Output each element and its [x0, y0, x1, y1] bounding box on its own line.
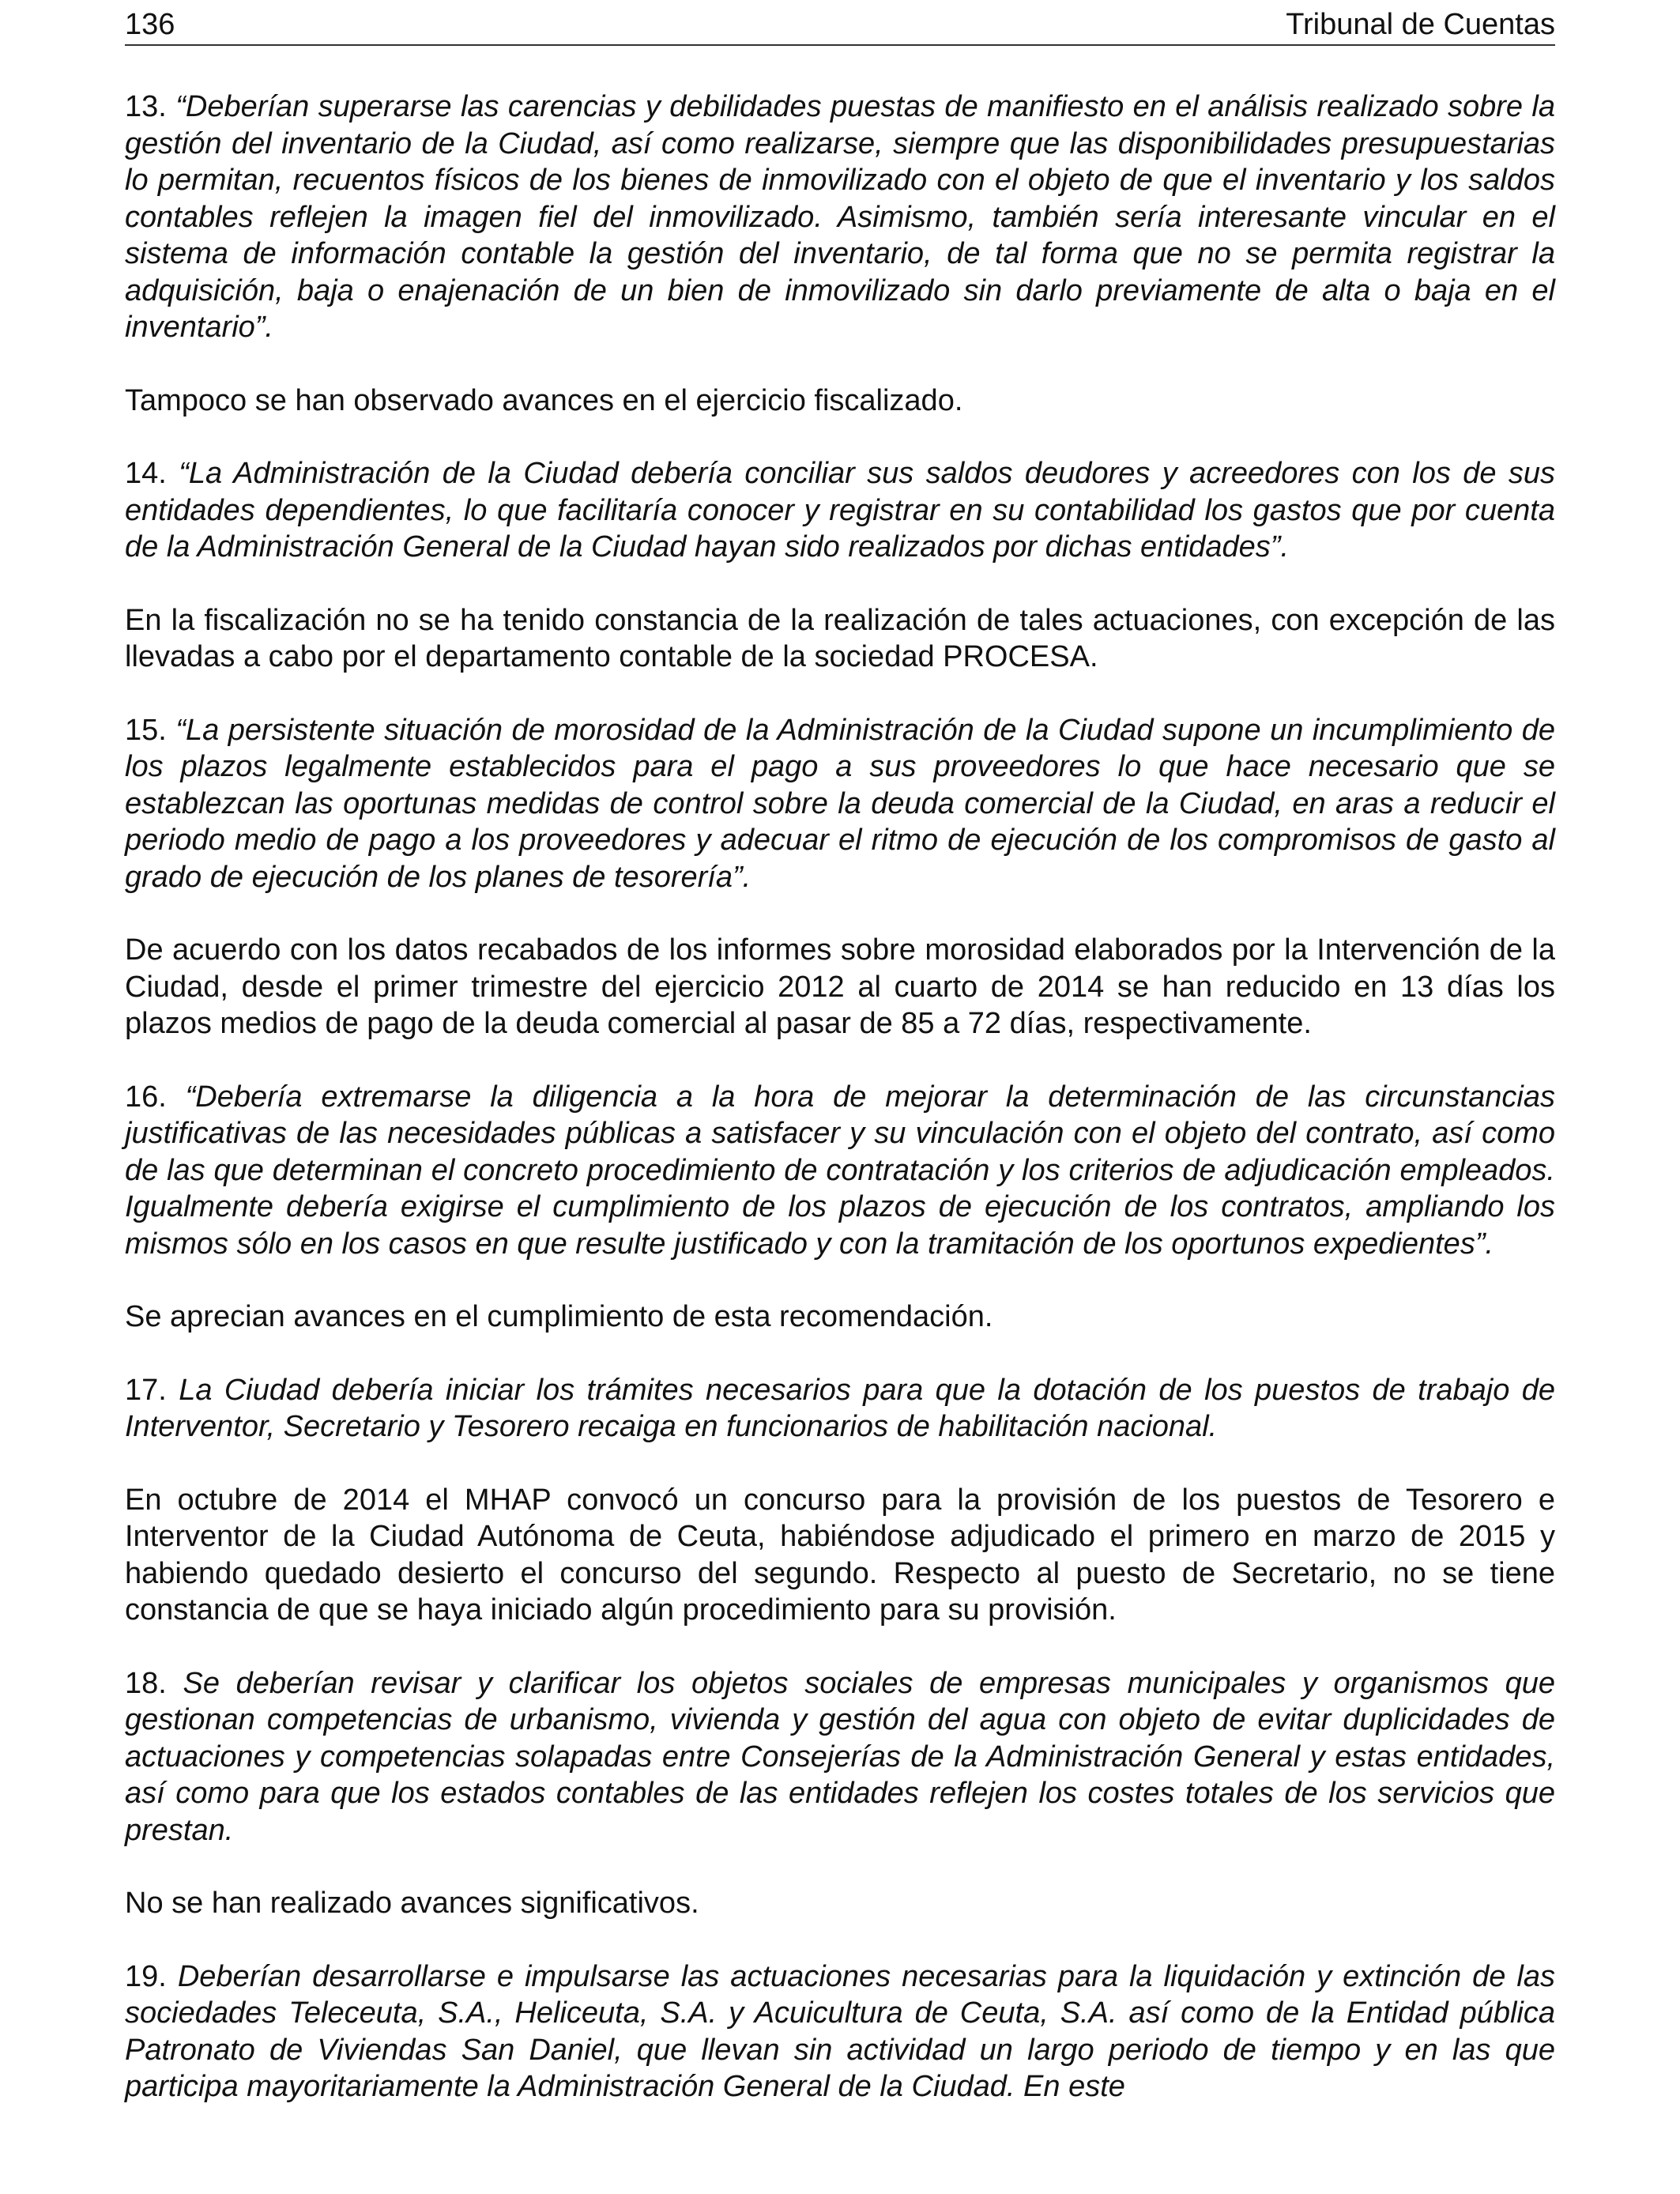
recommendation-19 — [125, 1958, 1555, 2105]
recommendation-13 — [125, 89, 1555, 346]
recommendation-number: 18. — [125, 1666, 167, 1700]
recommendation-number: 15. — [125, 713, 167, 747]
assessment-18: No se han realizado avances significativos. — [125, 1887, 699, 1920]
assessment-13: Tampoco se han observado avances en el ejercicio fiscalizado. — [125, 383, 963, 417]
recommendation-14 — [125, 455, 1555, 566]
recommendation-15 — [125, 712, 1555, 896]
recommendation-text: Se deberían revisar y clarificar los objetos sociales de empresas municipales y organismos que gestionan competencias de urbanismo, vivienda y gestión del agua con objeto de evitar duplicidades de actuaciones y competencias solapadas entre Consejerías de la Administración General y estas entidades, así como para que los estados contables de las entidades reflejen los costes totales de los servicios que prestan. — [125, 1666, 1556, 1847]
assessment-16: Se aprecian avances en el cumplimiento de esta recomendación. — [125, 1300, 993, 1333]
recommendation-text: La Ciudad debería iniciar los trámites necesarios para que la dotación de los puestos de trabajo de Interventor, Secretario y Tesorero recaiga en funcionarios de habilitación nacional. — [125, 1373, 1556, 1443]
recommendation-text: “La Administración de la Ciudad debería conciliar sus saldos deudores y acreedores con los de sus entidades dependientes, lo que facilitaría conocer y registrar en su contabilidad los gastos que por cuenta de la Administración General de la Ciudad hayan sido realizados por dichas entidades”. — [125, 457, 1555, 564]
recommendation-18 — [125, 1665, 1555, 1849]
recommendation-text: Deberían desarrollarse e impulsarse las actuaciones necesarias para la liquidación y extinción de las sociedades Teleceuta, S.A., Heliceuta, S.A. y Acuicultura de Ceuta, S.A. así como de la Entidad pública Patronato de Viviendas San Daniel, que llevan sin actividad un largo periodo de tiempo y en las que participa mayoritariamente la Administración General de la Ciudad. En este — [125, 1959, 1555, 2103]
recommendation-text: “La persistente situación de morosidad de la Administración de la Ciudad supone un incumplimiento de los plazos legalmente establecidos para el pago a sus proveedores lo que hace necesario que se establezcan las oportunas medidas de control sobre la deuda comercial de la Ciudad, en aras a reducir el periodo medio de pago a los proveedores y adecuar el ritmo de ejecución de los compromisos de gasto al grado de ejecución de los planes de tesorería”. — [125, 713, 1555, 894]
document-body — [125, 89, 1555, 2105]
running-title: Tribunal de Cuentas — [1286, 8, 1555, 41]
recommendation-number: 17. — [125, 1373, 167, 1407]
recommendation-number: 14. — [125, 457, 167, 490]
recommendation-text: “Deberían superarse las carencias y debilidades puestas de manifiesto en el análisis realizado sobre la gestión del inventario de la Ciudad, así como realizarse, siempre que las disponibilidades presupuestarias lo permitan, recuentos físicos de los bienes de inmovilizado con el objeto de que el inventario y los saldos contables reflejen la imagen fiel del inmovilizado. Asimismo, también sería interesante vincular en el sistema de información contable la gestión del inventario, de tal forma que no se permita registrar la adquisición, baja o enajenación de un bien de inmovilizado sin darlo previamente de alta o baja en el inventario”. — [125, 90, 1555, 344]
recommendation-number: 13. — [125, 90, 167, 123]
assessment-17: En octubre de 2014 el MHAP convocó un concurso para la provisión de los puestos de Tesorero e Interventor de la Ciudad Autónoma de Ceuta, habiéndose adjudicado el primero en marzo de 2015 y habiendo quedado desierto el concurso del segundo. Respecto al puesto de Secretario, no se tiene constancia de que se haya iniciado algún procedimiento para su provisión. — [125, 1483, 1555, 1627]
assessment-14: En la fiscalización no se ha tenido constancia de la realización de tales actuaciones, con excepción de las llevadas a cabo por el departamento contable de la sociedad PROCESA. — [125, 603, 1555, 673]
recommendation-17 — [125, 1372, 1555, 1446]
recommendation-number: 16. — [125, 1080, 167, 1114]
assessment-15: De acuerdo con los datos recabados de los informes sobre morosidad elaborados por la Intervención de la Ciudad, desde el primer trimestre del ejercicio 2012 al cuarto de 2014 se han reducido en 13 días los plazos medios de pago de la deuda comercial al pasar de 85 a 72 días, respectivamente. — [125, 933, 1555, 1040]
recommendation-number: 19. — [125, 1959, 167, 1993]
recommendation-16 — [125, 1079, 1555, 1263]
page-header — [125, 5, 1555, 46]
recommendation-text: “Debería extremarse la diligencia a la hora de mejorar la determinación de las circunstancias justificativas de las necesidades públicas a satisfacer y su vinculación con el objeto del contrato, así como de las que determinan el concreto procedimiento de contratación y los criterios de adjudicación empleados. Igualmente debería exigirse el cumplimiento de los plazos de ejecución de los contratos, ampliando los mismos sólo en los casos en que resulte justificado y con la tramitación de los oportunos expedientes”. — [125, 1080, 1555, 1261]
page-number: 136 — [125, 8, 175, 41]
